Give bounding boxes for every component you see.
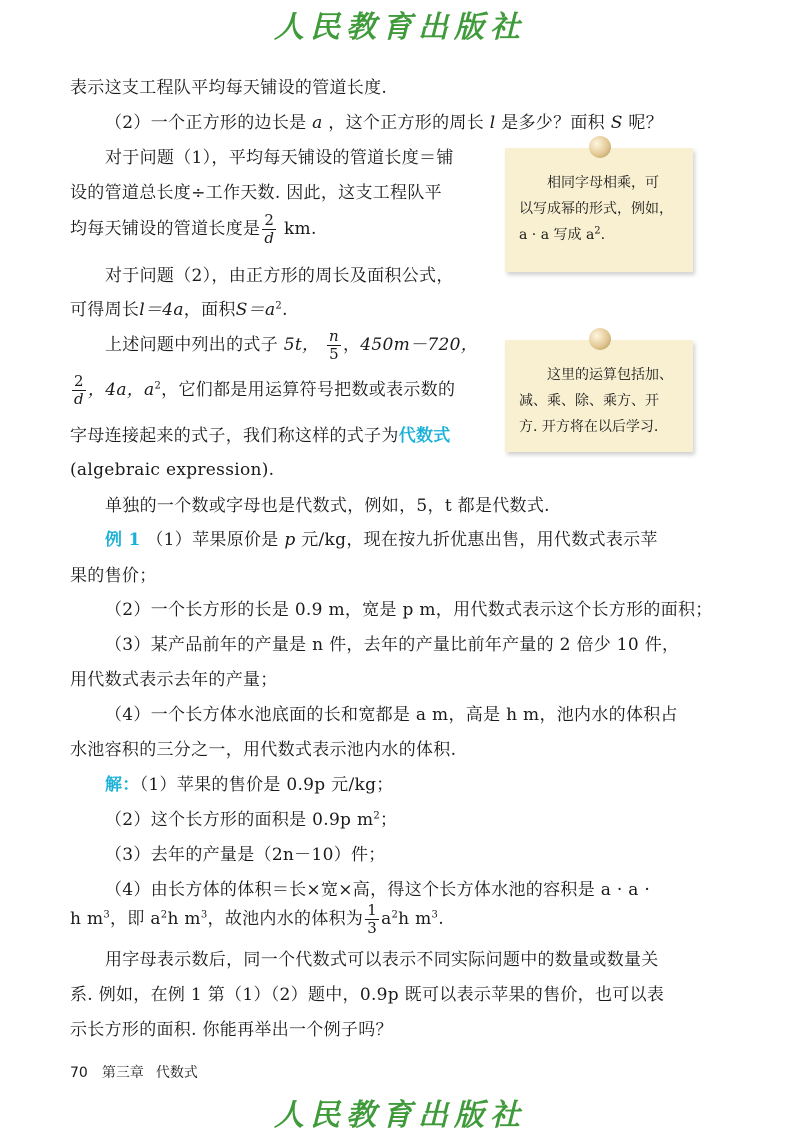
fraction-2-over-d (262, 212, 276, 247)
text-span: ，即 a (110, 909, 161, 929)
text-line: 单独的一个数或字母也是代数式，例如，5，t 都是代数式. (105, 496, 550, 516)
text-span: （2）这个长方形的面积是 0.9p m (105, 810, 374, 830)
numerator: 2 (72, 373, 86, 391)
denominator (72, 391, 86, 408)
text-line: （4）由长方体的体积＝长×宽×高，得这个长方体水池的容积是 a · a · (105, 880, 651, 900)
text-line: 示长方形的面积. 你能再举出一个例子吗？ (70, 1020, 393, 1040)
text-span: . (438, 909, 444, 929)
fraction-1-over-3 (365, 902, 379, 937)
exponent: 2 (373, 810, 381, 822)
text-line: 用代数式表示去年的产量； (70, 670, 278, 690)
math-var: d (264, 229, 275, 247)
text-line: 对于问题（1），平均每天铺设的管道长度＝铺 (105, 148, 454, 168)
publisher-logo-bottom: 人民教育出版社 (274, 1098, 526, 1133)
note-line: 减、乘、除、乘方、开 (519, 393, 659, 409)
text-span: （1）苹果的售价是 0.9p 元/kg； (139, 775, 394, 795)
math-var: S (610, 113, 623, 133)
text-line: 设的管道总长度÷工作天数. 因此，这支工程队平 (70, 183, 442, 203)
text-span: h m (398, 909, 432, 929)
note-line: 这里的运算包括加、 (547, 367, 673, 383)
solution-label: 解： (105, 775, 140, 795)
numerator: 2 (262, 212, 276, 230)
text-span: 上述问题中列出的式子 (105, 335, 278, 355)
text-span: ，故池内水的体积为 (207, 909, 364, 929)
math-var: p (284, 530, 296, 550)
text-line: (algebraic expression). (70, 460, 275, 480)
text-span: （2）一个正方形的边长是 (105, 113, 307, 133)
denominator: 3 (367, 919, 378, 937)
exponent: 2 (594, 225, 601, 237)
note-text: a · a 写成 a (519, 227, 595, 243)
question-2-line (105, 111, 663, 135)
text-line: （3）去年的产量是（2n－10）件； (105, 845, 386, 865)
text-line: 果的售价； (70, 566, 157, 586)
text-span: 字母连接起来的式子，我们称这样的式子为 (70, 426, 399, 446)
denominator: 5 (329, 345, 339, 363)
text-line (70, 298, 288, 322)
text-span: . (282, 300, 288, 320)
example-1-line (105, 528, 658, 552)
note-text: . (600, 227, 606, 243)
text-line-with-fraction (105, 328, 478, 363)
exponent: 3 (200, 909, 208, 921)
text-span: ，面积 (183, 300, 236, 320)
text-span: 均每天铺设的管道长度是 (70, 219, 261, 239)
term-algebraic-expression: 代数式 (398, 426, 451, 446)
page-number: 70 (70, 1065, 88, 1081)
math-var: d (74, 390, 84, 408)
text-line: 系. 例如，在例 1 第（1）（2）题中，0.9p 既可以表示苹果的售价，也可以表 (70, 985, 665, 1005)
text-span: 是多少？面积 (501, 113, 605, 133)
note-line: 方. 开方将在以后学习. (519, 419, 659, 435)
math-expr: S＝a (235, 300, 276, 320)
text-span: km. (283, 219, 317, 239)
chapter-title: 代数式 (155, 1065, 198, 1081)
example-label: 例 1 (105, 530, 141, 550)
sidenote-powers (505, 148, 693, 272)
publisher-logo-top: 人民教育出版社 (274, 10, 526, 45)
text-line-with-fraction (70, 212, 317, 247)
text-span: ； (380, 810, 398, 830)
exponent: 2 (275, 300, 283, 312)
solution-1-line (105, 773, 394, 797)
text-span: a (381, 909, 392, 929)
numerator: 1 (367, 901, 378, 919)
pin-icon (589, 136, 611, 158)
exponent: 2 (154, 380, 162, 392)
text-line-with-fraction (70, 902, 444, 937)
text-line: （2）一个长方形的长是 0.9 m，宽是 p m，用代数式表示这个长方形的面积； (105, 600, 713, 620)
exponent: 3 (431, 909, 439, 921)
definition-line (70, 424, 451, 448)
text-line-with-fraction (70, 373, 455, 408)
fraction-n-over-5 (327, 328, 341, 363)
text-line: 水池容积的三分之一，用代数式表示池内水的体积. (70, 740, 457, 760)
math-expr: ，4a，a (87, 380, 155, 400)
text-line: （4）一个长方体水池底面的长和宽都是 a m，高是 h m，池内水的体积占 (105, 705, 678, 725)
note-line: 以写成幂的形式，例如， (519, 201, 673, 217)
text-span: ，这个正方形的周长 (328, 113, 484, 133)
math-var: l (489, 113, 496, 133)
denominator (262, 230, 276, 247)
text-span: ， (342, 335, 361, 355)
text-span: 呢？ (628, 113, 663, 133)
text-span: h m (167, 909, 201, 929)
text-line: （3）某产品前年的产量是 n 件，去年的产量比前年产量的 2 倍少 10 件， (105, 635, 680, 655)
text-span: 元/kg，现在按九折优惠出售，用代数式表示苹 (301, 530, 658, 550)
sidenote-operations (505, 340, 693, 452)
text-span: （1）苹果原价是 (146, 530, 279, 550)
math-expr: 450m－720， (360, 335, 478, 355)
math-expr: l＝4a (139, 300, 184, 320)
math-expr: 5t， (283, 335, 320, 355)
note-line (519, 222, 683, 248)
text-span: h m (70, 909, 104, 929)
text-span: 可得周长 (70, 300, 140, 320)
fraction-2-over-d (72, 373, 86, 408)
text-line: 表示这支工程队平均每天铺设的管道长度. (70, 78, 388, 98)
chapter-number: 第三章 (101, 1065, 144, 1081)
exponent: 2 (160, 909, 168, 921)
text-line: 用字母表示数后，同一个代数式可以表示不同实际问题中的数量或数量关 (105, 950, 659, 970)
text-line: 对于问题（2），由正方形的周长及面积公式， (105, 266, 454, 286)
pin-icon (589, 328, 611, 350)
page-footer (70, 1062, 198, 1082)
exponent: 3 (103, 909, 111, 921)
text-span: ，它们都是用运算符号把数或表示数的 (161, 380, 456, 400)
math-var: a (312, 113, 323, 133)
math-var: n (329, 327, 339, 345)
numerator (327, 328, 341, 346)
exponent: 2 (391, 909, 399, 921)
solution-2-line (105, 808, 397, 832)
note-line: 相同字母相乘，可 (547, 175, 659, 191)
